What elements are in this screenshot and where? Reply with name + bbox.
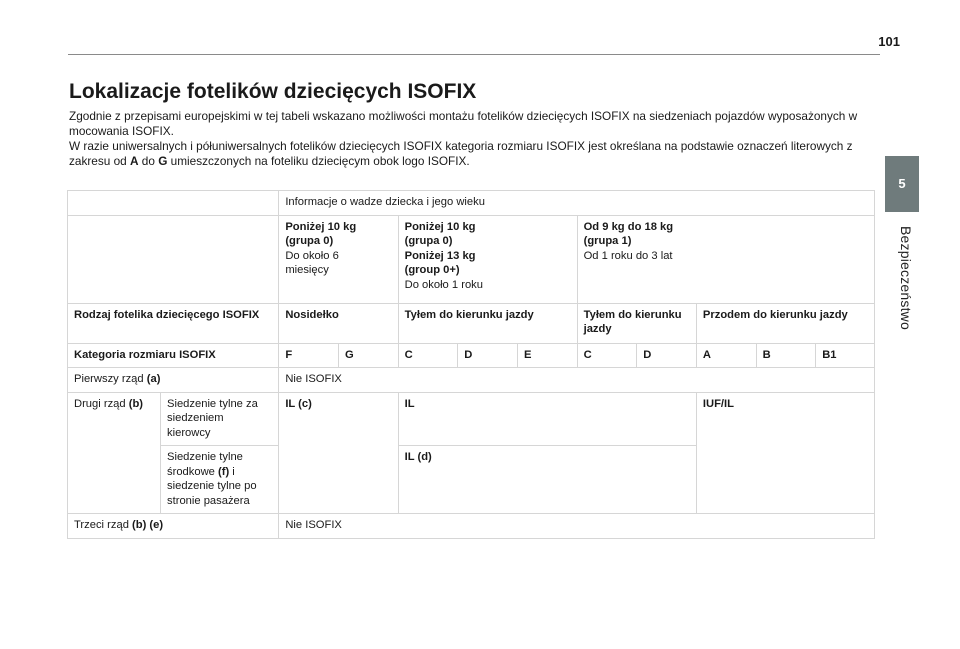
chapter-tab[interactable]: 5 — [885, 156, 919, 212]
table-row — [68, 191, 875, 216]
size-cell: B1 — [816, 343, 875, 368]
sub-row-text: Siedzenie tylne za siedzeniem kierowcy — [167, 397, 258, 439]
group-cell — [577, 215, 874, 303]
row-label-first — [68, 368, 279, 393]
table-row — [68, 368, 875, 393]
sub-row-text: i siedzenie tylne po stronie pasażera — [167, 465, 257, 507]
seat-type-label: Rodzaj fotelika dziecięcego ISOFIX — [68, 303, 279, 343]
row-label-second — [68, 392, 161, 514]
row-note: (b) (e) — [132, 519, 164, 531]
table-cell-empty — [68, 191, 279, 216]
intro-paragraph-2 — [69, 139, 869, 169]
size-cell: A — [696, 343, 756, 368]
row-label-text: Trzeci rząd — [74, 519, 133, 531]
sub-row-label — [161, 446, 279, 514]
row-value: Nie ISOFIX — [279, 368, 875, 393]
row-note: (a) — [146, 373, 161, 385]
sub-row-label — [161, 392, 279, 446]
letter-a: A — [129, 154, 139, 168]
intro-paragraph-1: Zgodnie z przepisami europejskimi w tej tabeli wskazano możliwości montażu fotelików dziecięcych ISOFIX na siedzeniach pojazdów wyposażonych w mocowania ISOFIX. — [69, 109, 858, 138]
seat-type-cell: Tyłem do kierunku jazdy — [398, 303, 577, 343]
size-label: Kategoria rozmiaru ISOFIX — [68, 343, 279, 368]
group-name: (grupa 0) — [404, 235, 453, 247]
seat-type-cell: Przodem do kierunku jazdy — [696, 303, 874, 343]
group-name: (grupa 0) — [285, 235, 334, 247]
row-label-third — [68, 514, 279, 539]
group-weight: Od 9 kg do 18 kg — [583, 220, 674, 233]
group-name: (group 0+) — [404, 264, 460, 276]
row-value: IL (d) — [398, 446, 696, 514]
row-value: IUF/IL — [696, 392, 874, 514]
table-row — [68, 514, 875, 539]
size-cell: C — [577, 343, 637, 368]
row-note: (b) — [128, 397, 144, 410]
size-cell: D — [637, 343, 697, 368]
row-label-text: Pierwszy rząd — [74, 373, 147, 385]
size-cell: B — [756, 343, 816, 368]
seat-type-cell: Nosidełko — [279, 303, 398, 343]
intro-text-part: W razie uniwersalnych i półuniwersalnych fotelików dziecięcych ISOFIX kategoria rozmiaru ISOFIX jest określana na podstawie oznaczeń literowych z zakresu od — [69, 139, 853, 168]
row-value: IL — [398, 392, 696, 446]
size-cell: C — [398, 343, 458, 368]
intro-text — [69, 109, 869, 169]
group-cell — [279, 215, 398, 303]
table-row — [68, 215, 875, 303]
letter-g: G — [158, 154, 168, 168]
table-row — [68, 392, 875, 446]
intro-text-part: do — [138, 154, 159, 168]
isofix-table — [67, 190, 875, 539]
size-cell: E — [517, 343, 577, 368]
page-title: Lokalizacje fotelików dziecięcych ISOFIX — [69, 80, 477, 103]
group-weight: Poniżej 10 kg — [285, 220, 357, 233]
row-note: (f) — [218, 465, 230, 478]
page-number: 101 — [878, 34, 900, 49]
group-name: (grupa 1) — [583, 235, 632, 247]
size-cell: F — [279, 343, 339, 368]
size-cell: G — [338, 343, 398, 368]
group-age: Od 1 roku do 3 lat — [583, 249, 673, 262]
group-cell — [398, 215, 577, 303]
group-weight: Poniżej 10 kg — [404, 220, 476, 233]
intro-text-part: umieszczonych na foteliku dziecięcym obok logo ISOFIX. — [167, 154, 470, 168]
table-cell-empty — [68, 215, 279, 303]
seat-type-cell: Tyłem do kierunku jazdy — [577, 303, 696, 343]
size-cell: D — [458, 343, 518, 368]
group-age: Do około 1 roku — [404, 278, 483, 291]
row-value: IL (c) — [279, 392, 398, 514]
row-value: Nie ISOFIX — [279, 514, 875, 539]
row-label-text: Drugi rząd — [74, 397, 129, 410]
info-header: Informacje o wadze dziecka i jego wieku — [279, 191, 875, 216]
group-age: Do około 6 miesięcy — [285, 249, 339, 276]
header-rule — [68, 54, 880, 55]
table-row — [68, 343, 875, 368]
table-row — [68, 303, 875, 343]
sub-row-text: Siedzenie tylne środkowe — [167, 451, 243, 478]
chapter-label: Bezpieczeństwo — [898, 226, 914, 330]
group-weight: Poniżej 13 kg — [404, 249, 476, 262]
